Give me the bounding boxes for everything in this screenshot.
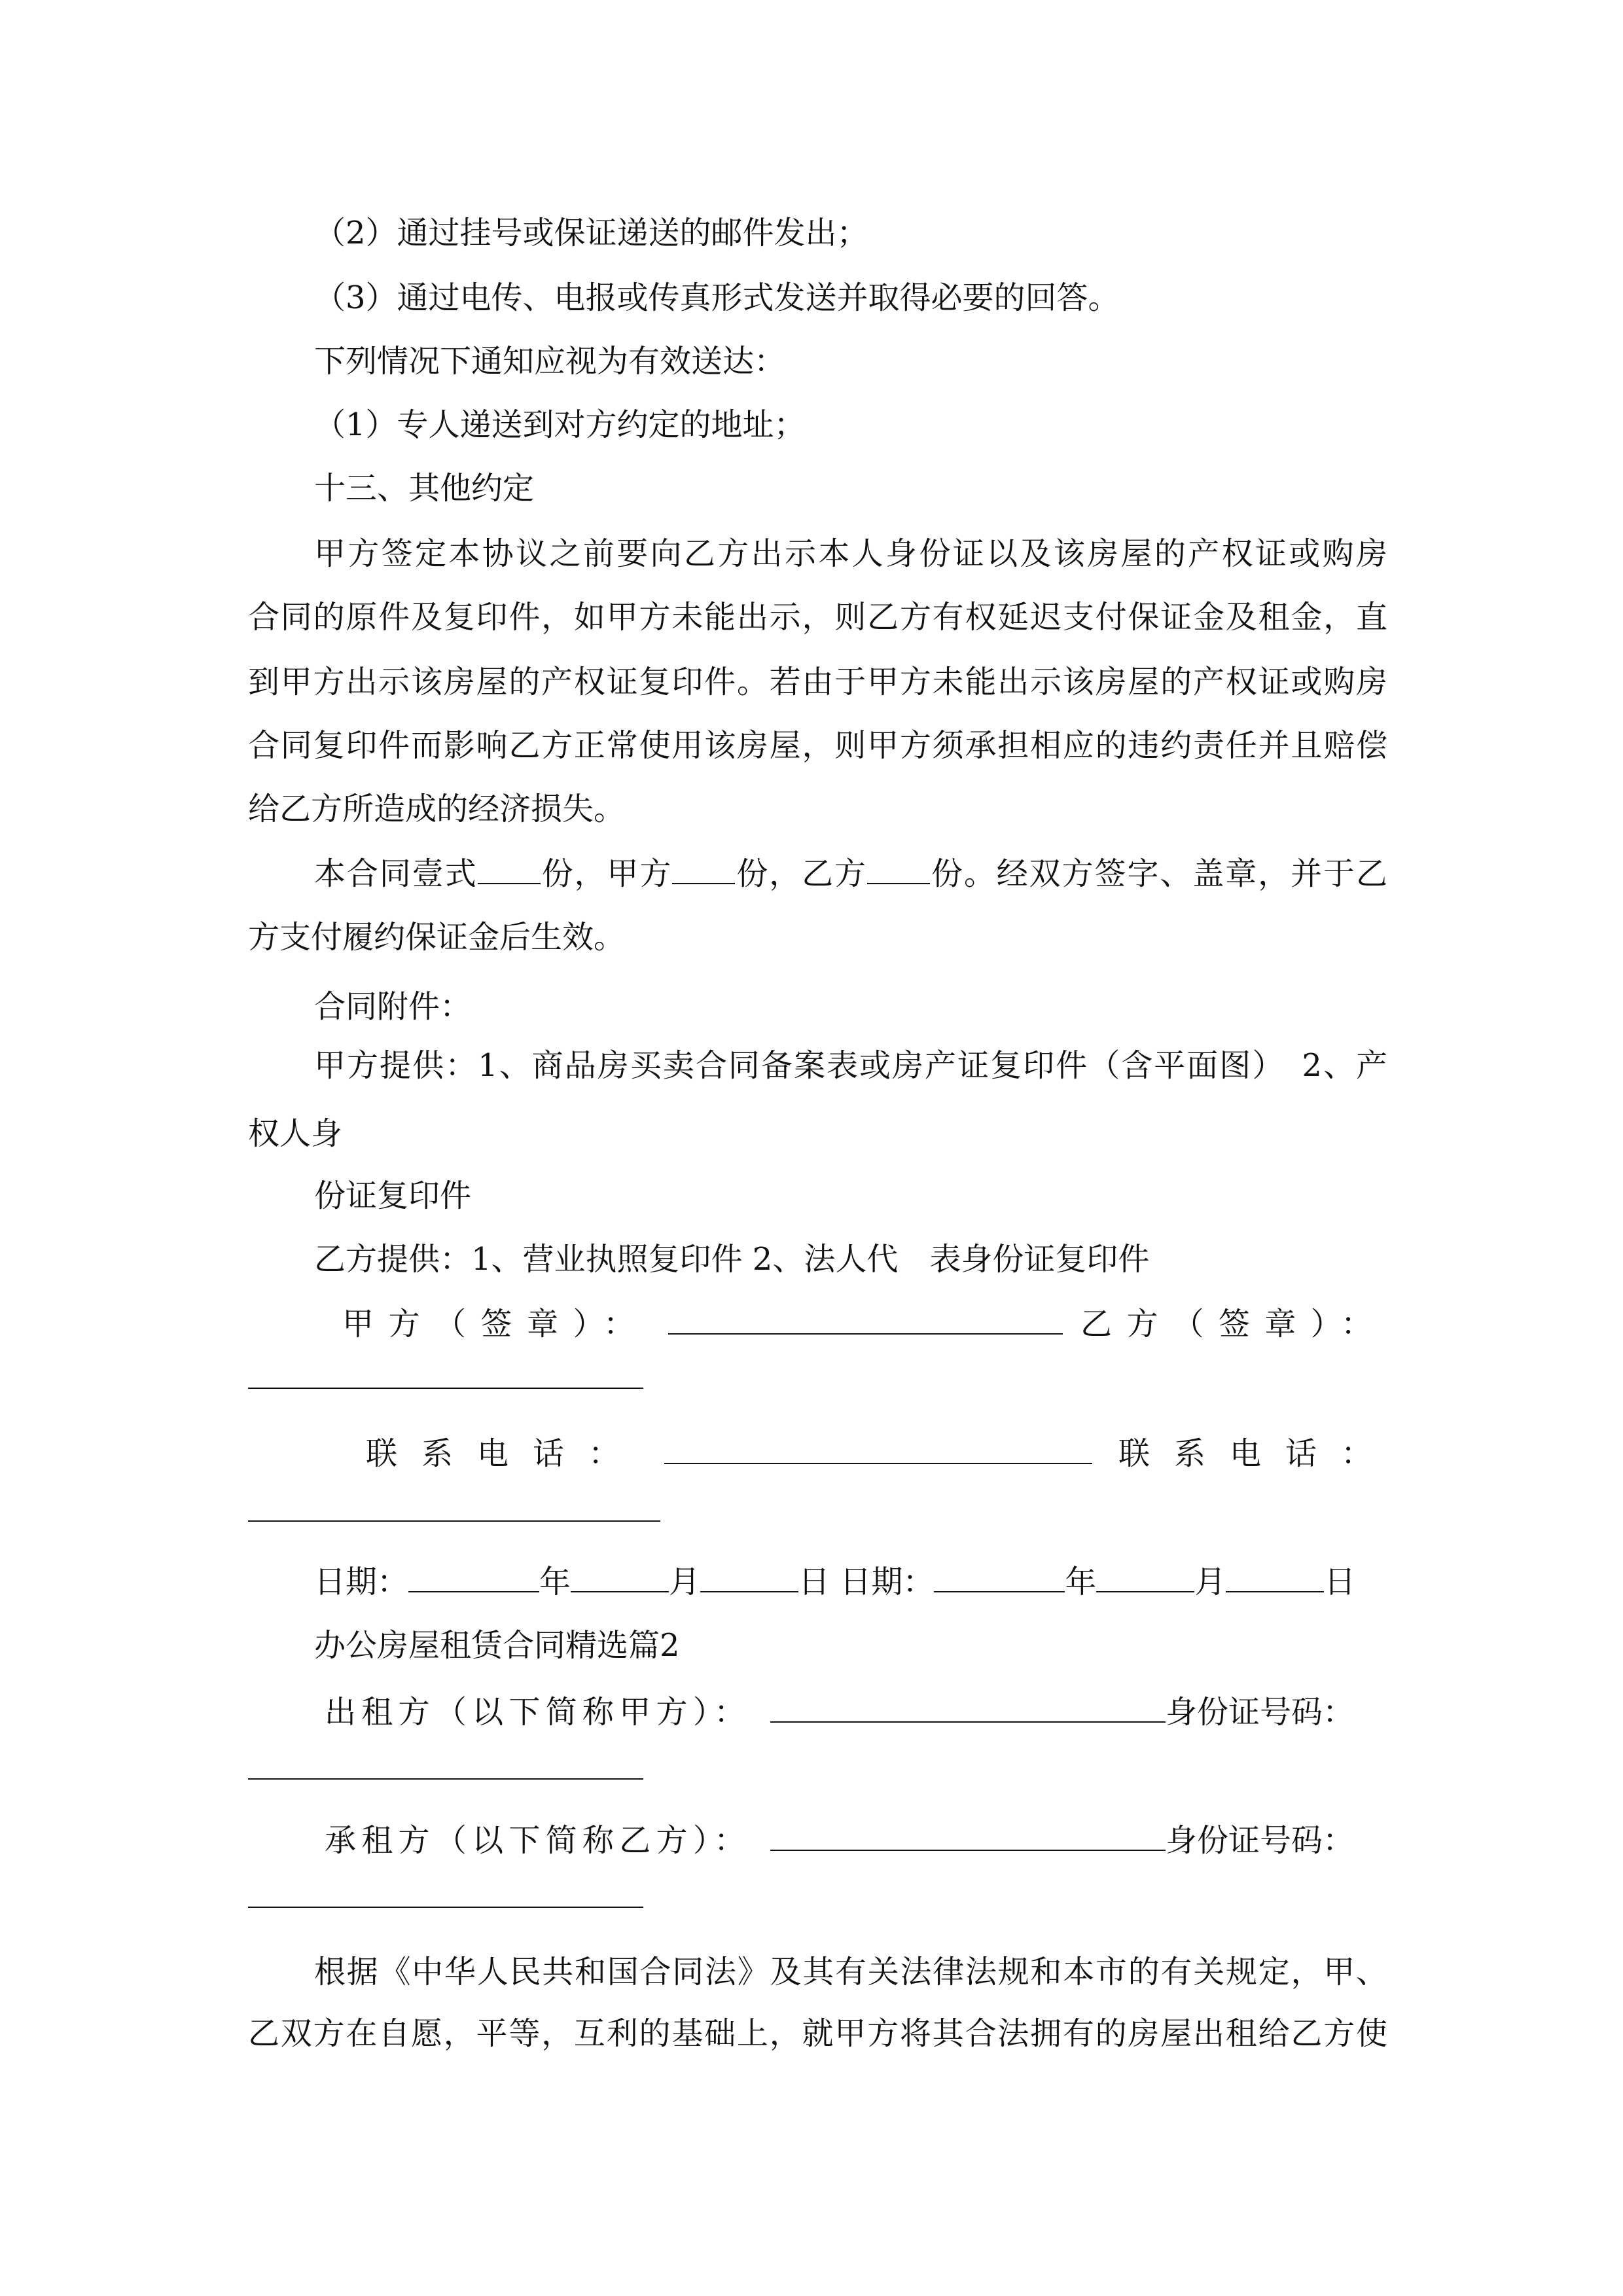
attachment-a: 甲方提供：1、商品房买卖合同备案表或房产证复印件（含平面图） 2、产 (314, 1047, 1387, 1084)
text: 份，甲方 (540, 855, 673, 892)
party-b-phone-label: 联系电话： (1118, 1435, 1372, 1472)
id-label: 身份证号码： (1166, 1694, 1355, 1731)
paragraph-line: 甲方签定本协议之前要向乙方出示本人身份证以及该房屋的产权证或购房 (314, 535, 1387, 572)
paragraph-line: 到甲方出示该房屋的产权证复印件。若由于甲方未能出示该房屋的产权证或购房 (248, 664, 1387, 700)
paragraph-line: 乙双方在自愿，平等，互利的基础上，就甲方将其合法拥有的房屋出租给乙方使 (248, 2015, 1387, 2052)
date-label: 日期： (314, 1564, 409, 1600)
text: 份，乙方 (735, 855, 867, 892)
clause-text: 下列情况下通知应视为有效送达： (314, 343, 786, 380)
attachment-b: 乙方提供：1、营业执照复印件 2、法人代 表身份证复印件 (314, 1241, 1150, 1278)
attachments-heading: 合同附件： (314, 988, 472, 1025)
day-label: 日 (1324, 1564, 1356, 1600)
clause-item-2: （2）通过挂号或保证递送的邮件发出； (314, 215, 868, 251)
month-label: 月 (1194, 1564, 1226, 1600)
date-row (314, 1562, 1355, 1602)
lessor-name-field[interactable] (770, 1693, 1166, 1723)
party-b-sign-label: 乙方（签章）： (1080, 1306, 1372, 1342)
party-a-sign-label: 甲方（签章）： (342, 1306, 635, 1342)
copies-line (314, 854, 1387, 893)
paragraph-line: 给乙方所造成的经济损失。 (248, 791, 626, 827)
blank-field[interactable] (867, 854, 930, 884)
day-field[interactable] (700, 1562, 798, 1592)
attachment-a-cont: 权人身 (248, 1115, 343, 1152)
day-label: 日 (798, 1564, 830, 1600)
section-title: 办公房屋租赁合同精选篇2 (314, 1627, 680, 1664)
year-field[interactable] (934, 1562, 1065, 1592)
paragraph-line: 根据《中华人民共和国合同法》及其有关法律法规和本市的有关规定，甲、 (314, 1954, 1387, 1990)
signature-row (342, 1304, 1372, 1344)
party-b-sign-field[interactable] (248, 1388, 643, 1389)
month-field[interactable] (1096, 1562, 1194, 1592)
text: 份。经双方签字、盖章，并于乙 (929, 855, 1387, 892)
date-label: 日期： (840, 1564, 935, 1600)
paragraph-line: 方支付履约保证金后生效。 (248, 919, 626, 956)
lessor-id-field[interactable] (248, 1778, 643, 1780)
party-a-sign-field[interactable] (668, 1304, 1063, 1335)
party-a-phone-label: 联系电话： (366, 1435, 620, 1472)
attachment-a-cont: 份证复印件 (314, 1177, 472, 1214)
paragraph-line: 合同的原件及复印件，如甲方未能出示，则乙方有权延迟支付保证金及租金，直 (248, 599, 1387, 636)
blank-field[interactable] (478, 854, 541, 884)
lessee-name-field[interactable] (770, 1821, 1166, 1851)
day-field[interactable] (1226, 1562, 1324, 1592)
party-a-phone-field[interactable] (664, 1434, 1092, 1464)
section-heading: 十三、其他约定 (314, 470, 535, 507)
clause-item-3: （3）通过电传、电报或传真形式发送并取得必要的回答。 (314, 279, 1120, 316)
text: 本合同壹式 (314, 855, 478, 892)
month-field[interactable] (571, 1562, 669, 1592)
lessee-id-field[interactable] (248, 1907, 643, 1908)
month-label: 月 (669, 1564, 701, 1600)
blank-field[interactable] (672, 854, 735, 884)
year-field[interactable] (408, 1562, 539, 1592)
year-label: 年 (539, 1564, 571, 1600)
id-label: 身份证号码： (1166, 1822, 1355, 1859)
phone-row (366, 1434, 1372, 1473)
lessee-label: 承租方（以下简称乙方）： (325, 1822, 745, 1859)
paragraph-line: 合同复印件而影响乙方正常使用该房屋，则甲方须承担相应的违约责任并且赔偿 (248, 727, 1387, 764)
clause-item-1: （1）专人递送到对方约定的地址； (314, 406, 806, 443)
year-label: 年 (1065, 1564, 1097, 1600)
lessor-row (325, 1693, 1354, 1732)
lessee-row (325, 1821, 1354, 1860)
lessor-label: 出租方（以下简称甲方）： (325, 1694, 745, 1731)
party-b-phone-field[interactable] (248, 1520, 660, 1522)
